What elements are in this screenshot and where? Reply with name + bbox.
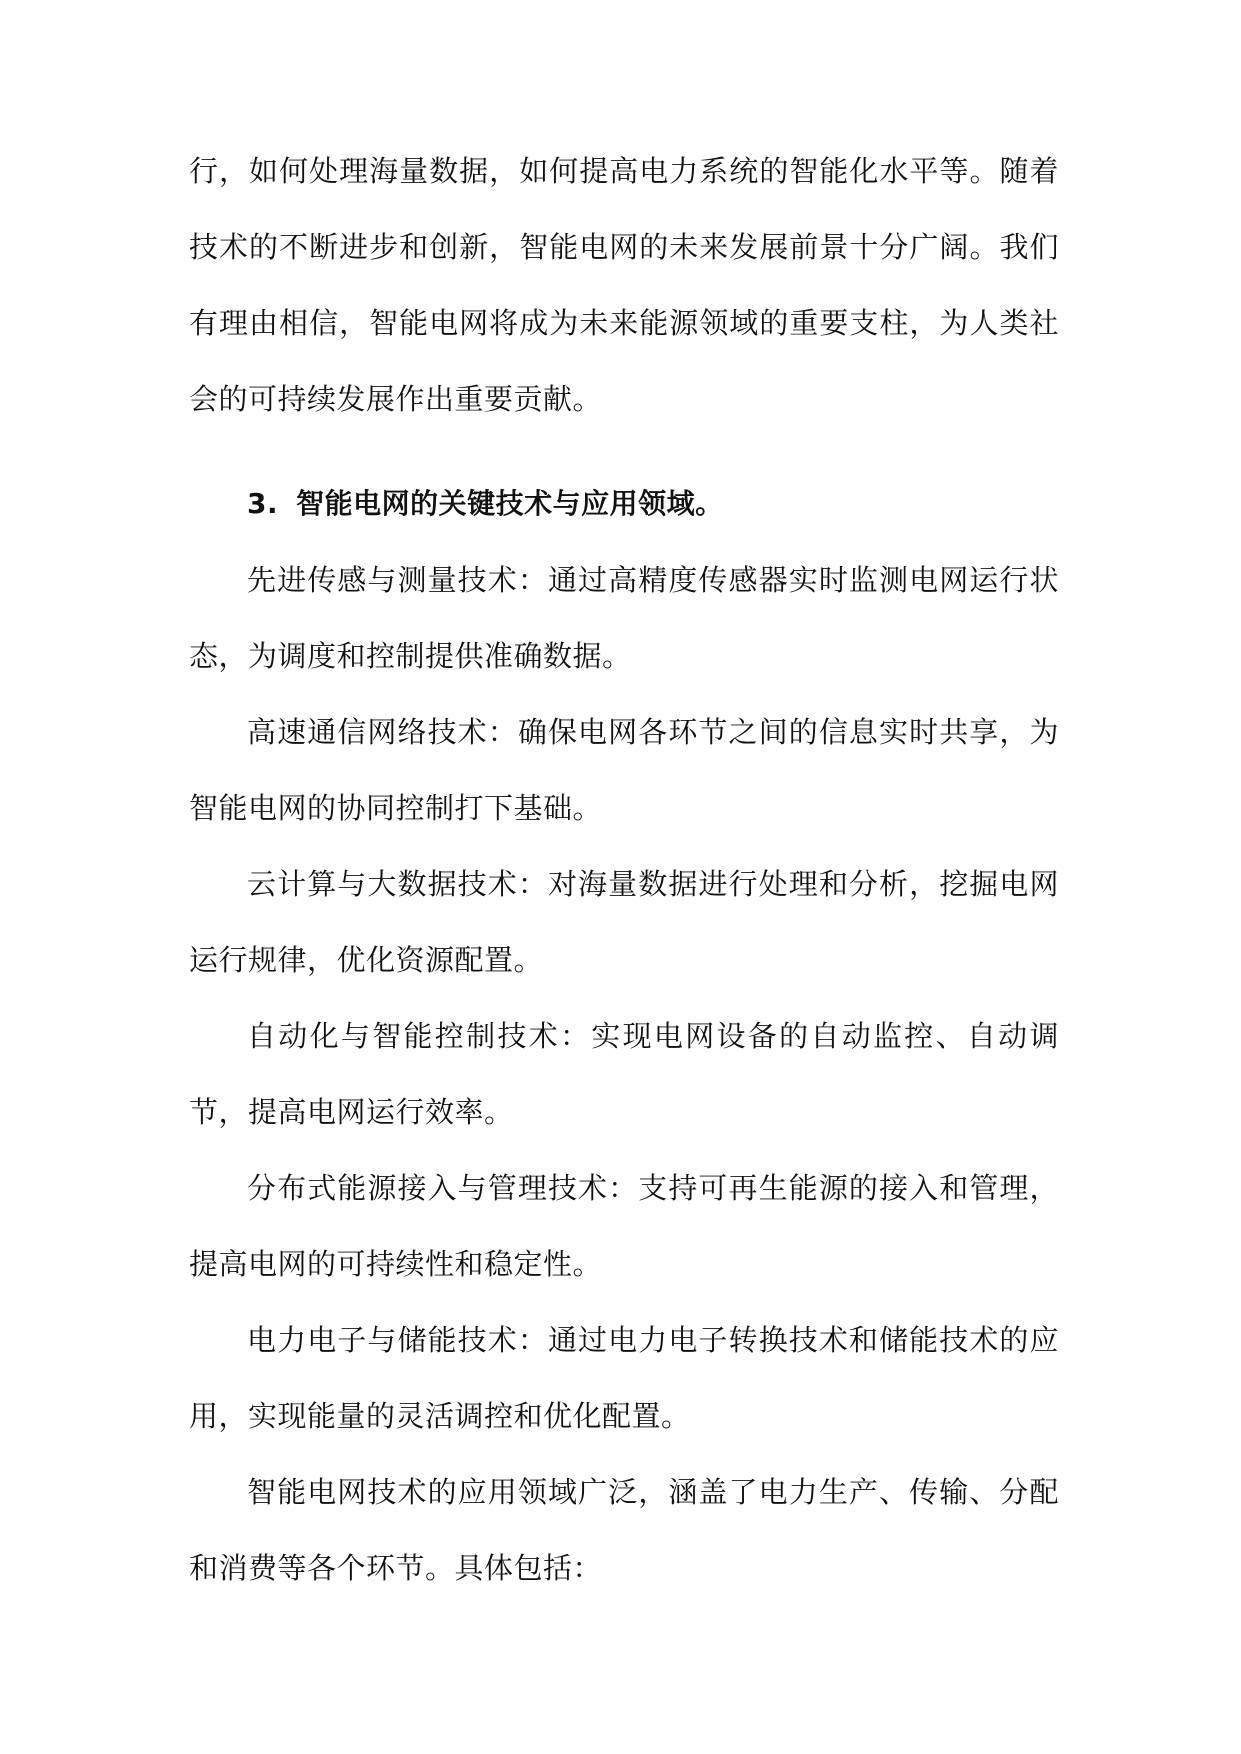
paragraph-cloud-bigdata: 云计算与大数据技术：对海量数据进行处理和分析，挖掘电网运行规律，优化资源配置。	[189, 867, 1059, 977]
intro-paragraph: 行，如何处理海量数据，如何提高电力系统的智能化水平等。随着技术的不断进步和创新，智能电网的未来发展前景十分广阔。我们有理由相信，智能电网将成为未来能源领域的重要支柱，为人类社会的可持续发展作出重要贡献。	[189, 154, 1059, 416]
paragraph-distributed-energy: 分布式能源接入与管理技术：支持可再生能源的接入和管理，提高电网的可持续性和稳定性。	[189, 1171, 1059, 1281]
paragraph-automation: 自动化与智能控制技术：实现电网设备的自动监控、自动调节，提高电网运行效率。	[189, 1019, 1059, 1129]
paragraph-communication: 高速通信网络技术：确保电网各环节之间的信息实时共享，为智能电网的协同控制打下基础。	[189, 715, 1059, 825]
paragraph-sensing: 先进传感与测量技术：通过高精度传感器实时监测电网运行状态，为调度和控制提供准确数据。	[189, 563, 1059, 673]
paragraph-applications: 智能电网技术的应用领域广泛，涵盖了电力生产、传输、分配和消费等各个环节。具体包括：	[189, 1475, 1059, 1585]
section-title: 智能电网的关键技术与应用领域。	[296, 487, 724, 520]
section-number: 3.	[247, 487, 279, 520]
section-heading	[189, 466, 1059, 542]
paragraph-power-electronics: 电力电子与储能技术：通过电力电子转换技术和储能技术的应用，实现能量的灵活调控和优化配置。	[189, 1323, 1059, 1433]
intro-block	[189, 133, 1059, 437]
section-block	[189, 466, 1059, 1606]
